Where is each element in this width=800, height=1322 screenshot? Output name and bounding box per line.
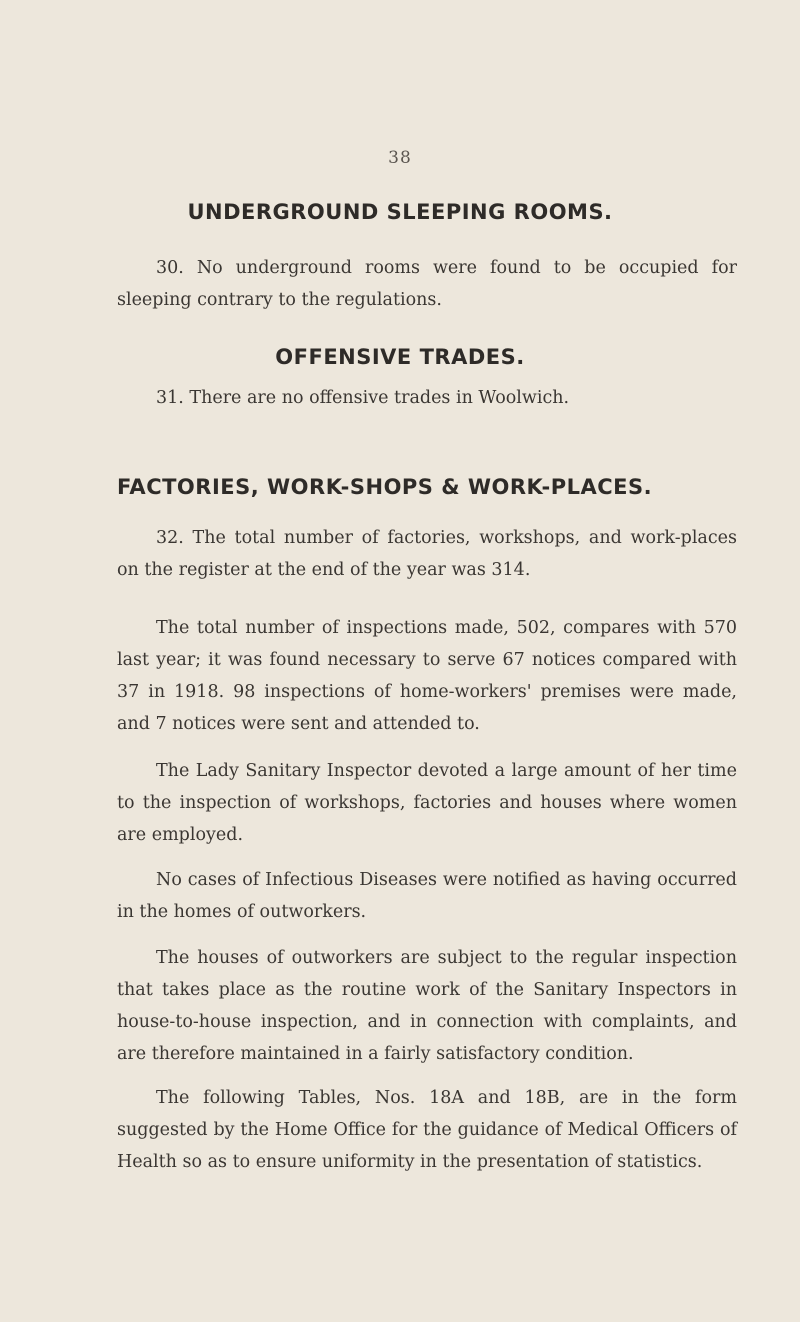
paragraph-inspections: The total number of inspections made, 502, compares with 570 last year; it was found necessary to serve 67 notices compared with 37 in 1918. 98 inspections of home-workers' premises were made, and 7 notices were sent and attended to. [117,618,737,734]
paragraph-32: 32. The total number of factories, workshops, and work-places on the register at the end of the year was 314. [117,528,737,580]
paragraph-tables: The following Tables, Nos. 18A and 18B, are in the form suggested by the Home Office for the guidance of Medical Officers of Health so as to ensure uniformity in the presentation of statistics. [117,1088,737,1172]
paragraph-outworkers-houses: The houses of outworkers are subject to the regular inspection that takes place as the routine work of the Sanitary Inspectors in house-to-house inspection, and in connection with complaints, and are therefore maintained in a fairly satisfactory condition. [117,948,737,1064]
heading-factories-workshops: FACTORIES, WORK-SHOPS & WORK-PLACES. [117,475,653,499]
page-number: 38 [388,148,412,168]
paragraph-lady-inspector: The Lady Sanitary Inspector devoted a large amount of her time to the inspection of workshops, factories and houses where women are employed. [117,761,737,845]
heading-offensive-trades: OFFENSIVE TRADES. [275,345,525,369]
paragraph-30: 30. No underground rooms were found to be occupied for sleeping contrary to the regulations. [117,258,737,310]
paragraph-infectious-diseases: No cases of Infectious Diseases were notified as having occurred in the homes of outworkers. [117,870,737,922]
paragraph-31: 31. There are no offensive trades in Woolwich. [156,388,570,408]
heading-underground-sleeping-rooms: UNDERGROUND SLEEPING ROOMS. [187,200,613,224]
